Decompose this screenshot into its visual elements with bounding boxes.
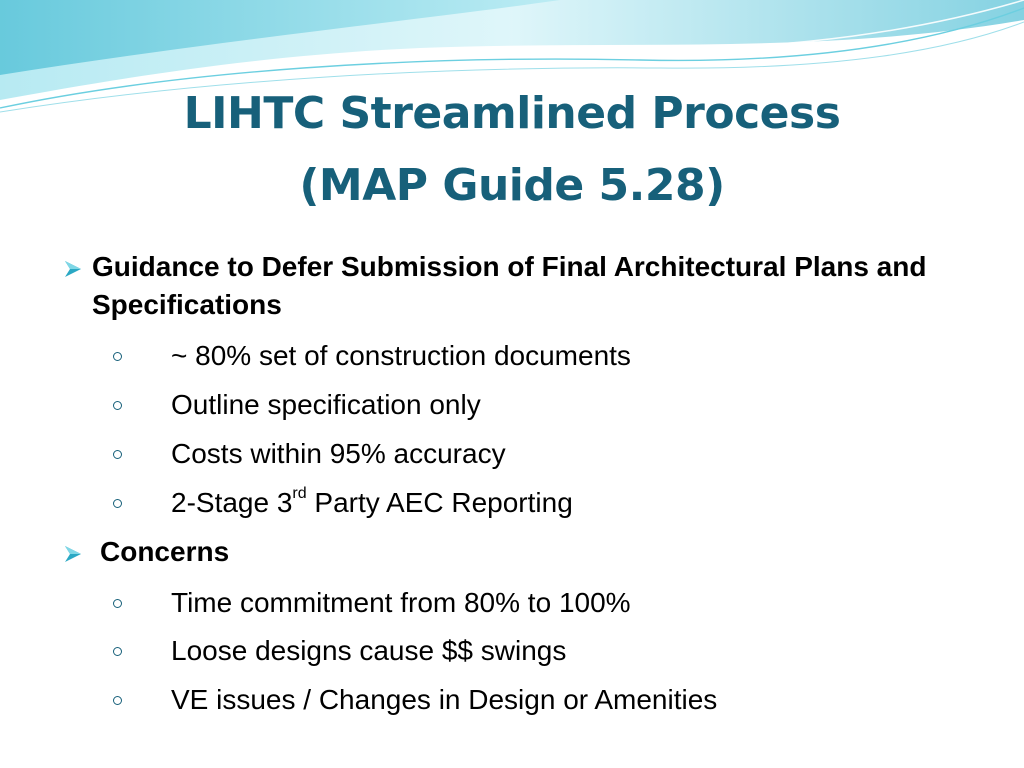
hollow-circle-bullet-icon — [113, 499, 122, 508]
list-item-text: Outline specification only — [171, 389, 481, 420]
list-item-text — [171, 484, 573, 522]
hollow-circle-bullet-icon — [113, 450, 122, 459]
section-heading-concerns — [62, 533, 662, 571]
section-heading-text: Concerns — [100, 536, 230, 567]
list-item-text: ~ 80% set of construction documents — [171, 340, 631, 371]
list-item-text-post: Party AEC Reporting — [306, 487, 573, 518]
hollow-circle-bullet-icon — [113, 401, 122, 410]
slide-title — [0, 78, 1024, 222]
arrow-bullet-icon — [62, 544, 84, 564]
hollow-circle-bullet-icon — [113, 352, 122, 361]
list-item-text: Costs within 95% accuracy — [171, 438, 506, 469]
list-item-text-pre: 2-Stage 3 — [171, 487, 293, 518]
section-heading-guidance — [62, 248, 962, 324]
hollow-circle-bullet-icon — [113, 696, 122, 705]
ordinal-superscript: rd — [292, 484, 307, 502]
hollow-circle-bullet-icon — [113, 647, 122, 656]
slide-title-line2: (MAP Guide 5.28) — [299, 160, 725, 211]
list-item-text: VE issues / Changes in Design or Amenities — [171, 684, 718, 715]
slide-title-line1: LIHTC Streamlined Process — [183, 88, 841, 139]
list-item-text: Loose designs cause $$ swings — [171, 635, 567, 666]
hollow-circle-bullet-icon — [113, 599, 122, 608]
list-item-text: Time commitment from 80% to 100% — [171, 587, 631, 618]
section-heading-text: Guidance to Defer Submission of Final Architectural Plans and Specifications — [92, 251, 927, 320]
arrow-bullet-icon — [62, 259, 84, 279]
